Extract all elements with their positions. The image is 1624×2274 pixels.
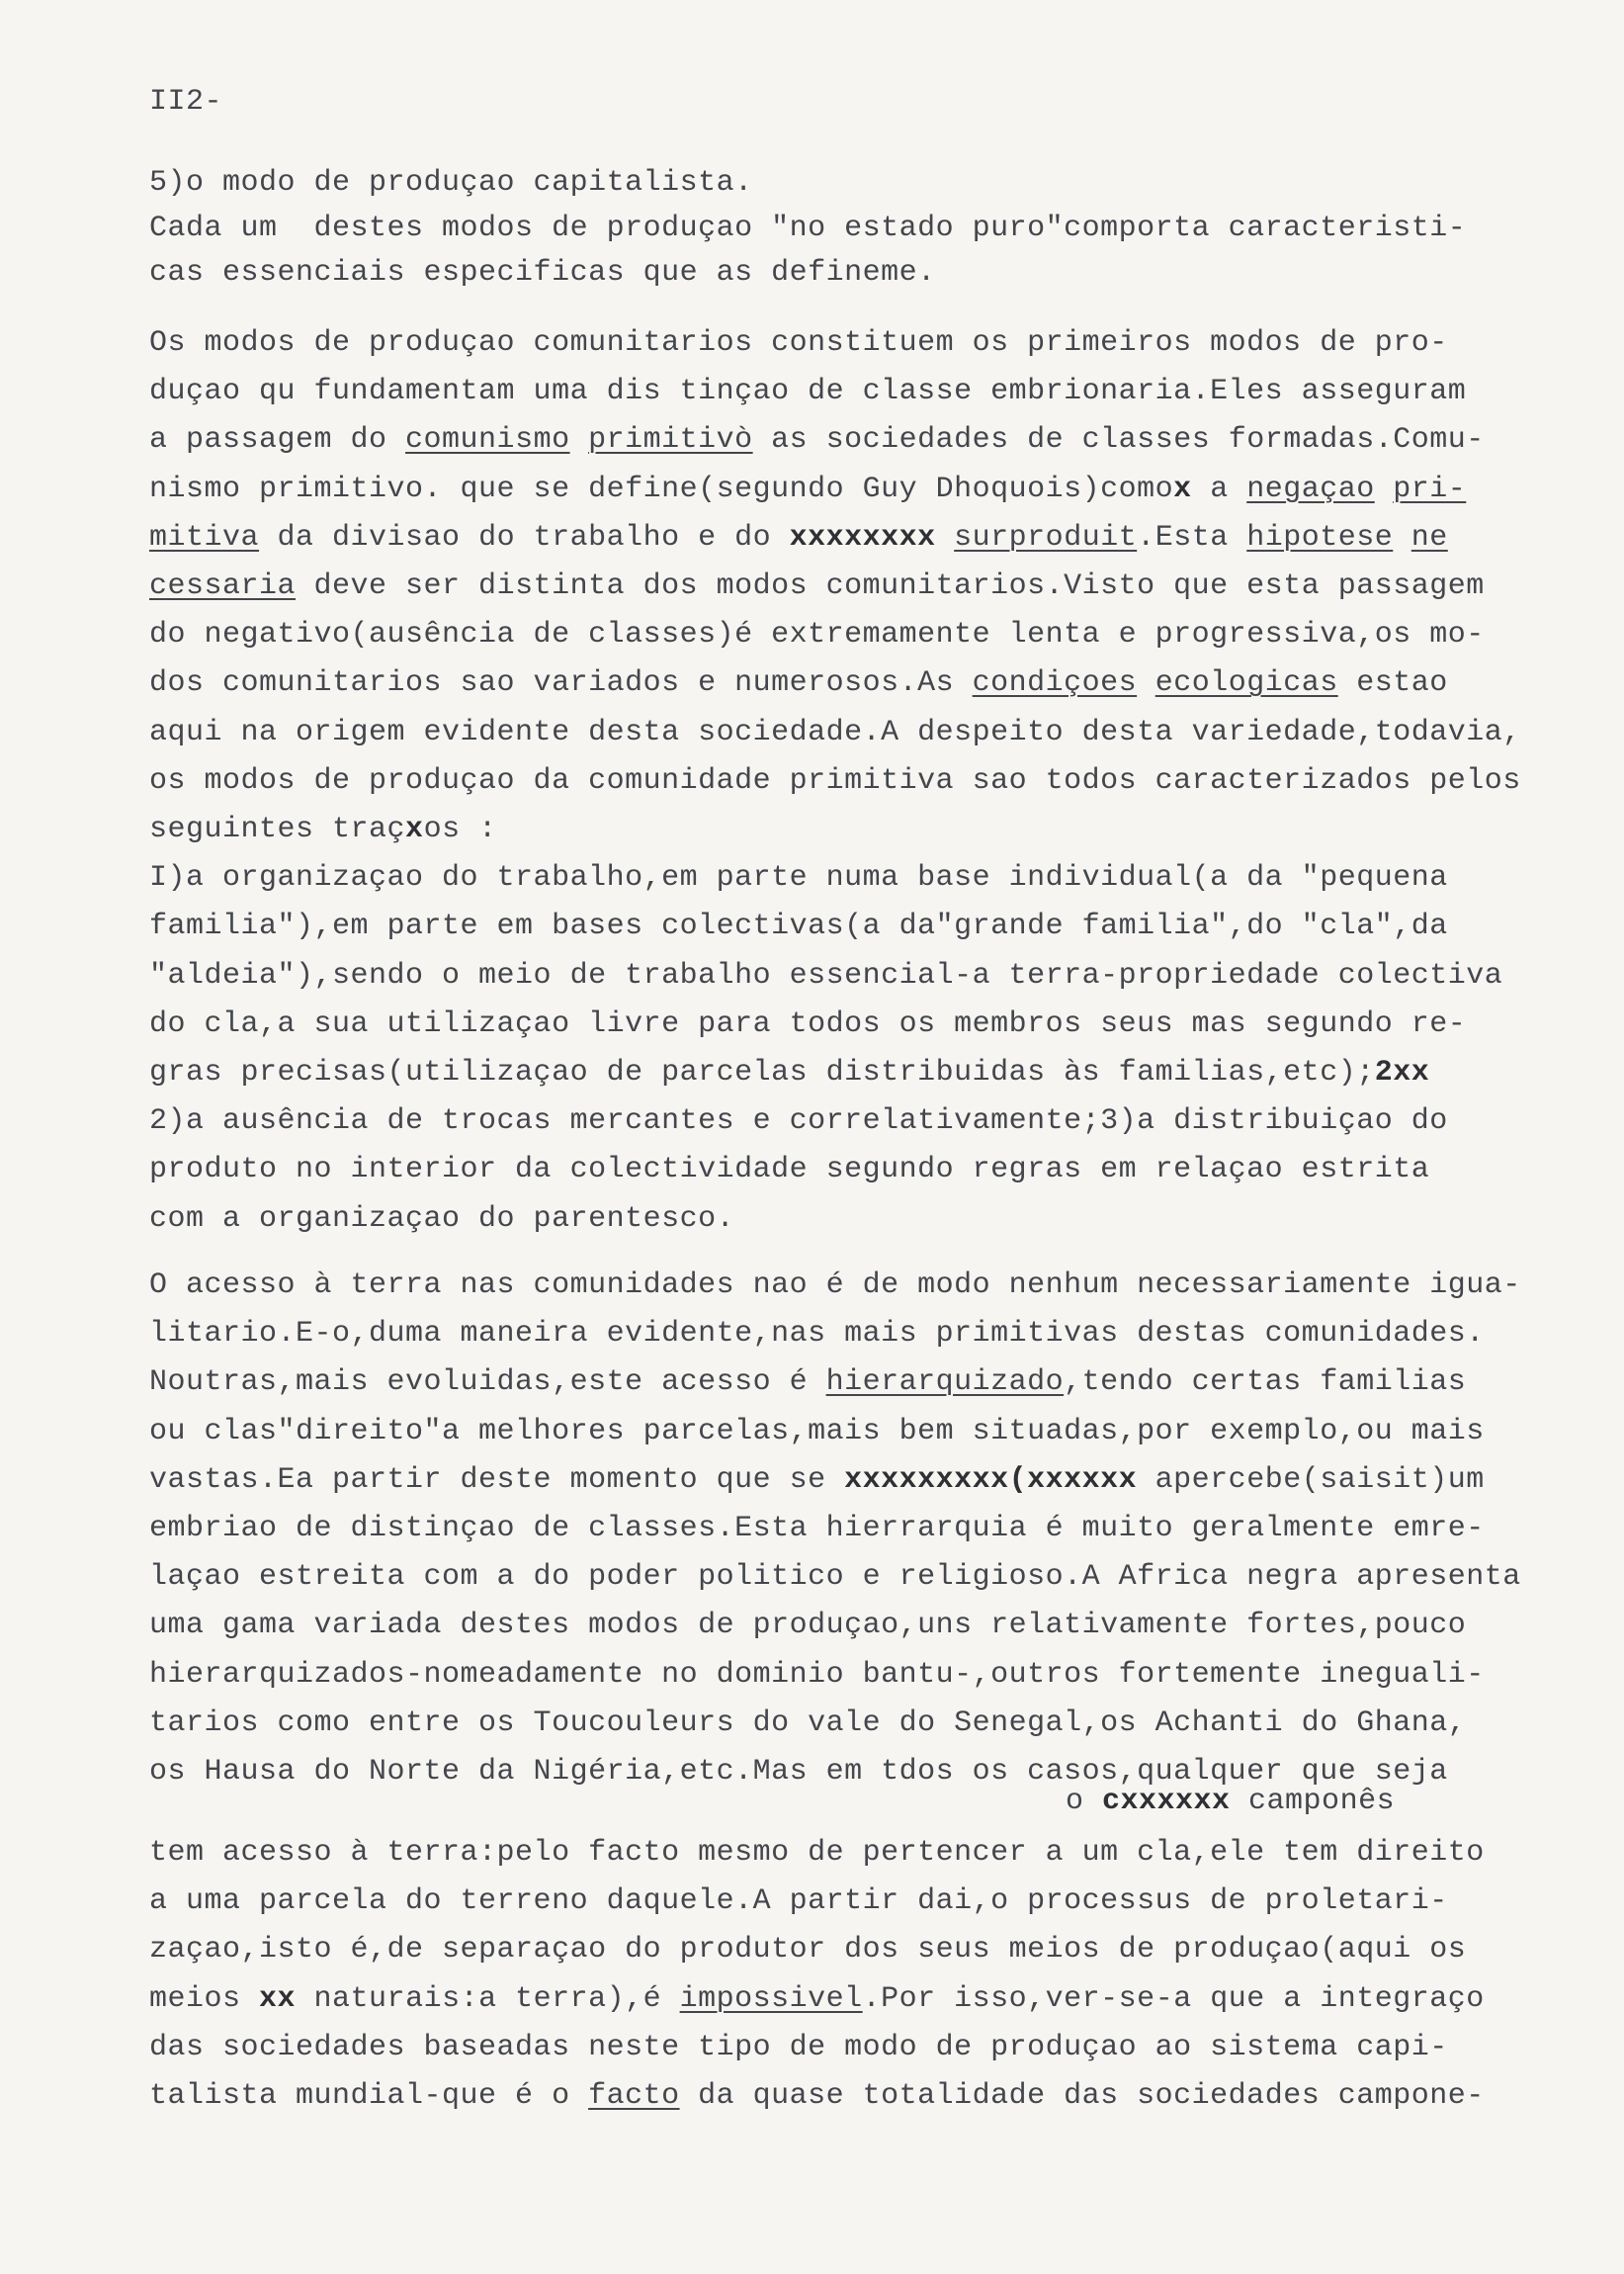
text-line xyxy=(149,1651,1521,1700)
text-run: hierarquizados-nomeadamente no dominio bantu-,outros fortemente ineguali- xyxy=(149,1657,1485,1692)
text-run: da quase totalidade das sociedades campone- xyxy=(679,2079,1485,2114)
text-run: .Por isso,ver-se-a que a integraço xyxy=(862,1981,1485,2016)
underlined-text: pri- xyxy=(1393,472,1467,506)
text-run: os : xyxy=(423,813,497,847)
underlined-text: comunismo xyxy=(405,423,570,458)
text-run: litario.E-o,duma maneira evidente,nas mais primitivas destas comunidades. xyxy=(149,1317,1485,1352)
text-line xyxy=(149,611,1521,659)
underlined-text: condiçoes xyxy=(972,666,1138,701)
text-line xyxy=(149,1700,1521,1748)
text-run: nismo primitivo. que se define(segundo Guy Dhoquois)como xyxy=(149,472,1174,506)
text-line xyxy=(149,1262,1521,1310)
text-line xyxy=(149,368,1521,416)
text-line xyxy=(149,952,1521,1001)
text-line xyxy=(149,416,1521,465)
text-line xyxy=(149,1097,1521,1146)
text-line xyxy=(149,2024,1485,2072)
text-line xyxy=(149,806,1521,854)
underlined-text: negaçao xyxy=(1246,472,1375,506)
text-line xyxy=(149,161,1466,207)
text-line xyxy=(149,1358,1521,1407)
text-line xyxy=(149,1602,1521,1650)
text-line xyxy=(149,1001,1521,1049)
struck-out-text: xxxxxxxx xyxy=(789,520,936,555)
text-line xyxy=(149,659,1521,708)
text-run xyxy=(1375,473,1394,506)
text-run: ou clas"direito"a melhores parcelas,mais bem situadas,por exemplo,ou mais xyxy=(149,1414,1485,1448)
text-line xyxy=(149,2072,1485,2121)
text-line xyxy=(149,251,1466,297)
paragraph xyxy=(1066,1778,1395,1826)
paragraph xyxy=(149,1829,1485,2121)
text-line xyxy=(149,1310,1521,1358)
text-line xyxy=(149,514,1521,563)
text-line xyxy=(1066,1778,1395,1826)
text-run: camponês xyxy=(1230,1785,1396,1818)
text-line xyxy=(149,1505,1521,1553)
text-run xyxy=(936,521,955,555)
text-run: meios xyxy=(149,1981,260,2016)
struck-out-text: x xyxy=(1173,472,1192,506)
paragraph xyxy=(149,161,1466,297)
text-run xyxy=(1393,521,1411,555)
text-line xyxy=(149,1049,1521,1097)
underlined-text: facto xyxy=(588,2079,680,2114)
underlined-text: mitiva xyxy=(149,520,260,555)
text-run: laçao estreita com a do poder politico e religioso.A Africa negra apresenta xyxy=(149,1560,1521,1595)
text-run: tem acesso à terra:pelo facto mesmo de pertencer a um cla,ele tem direito xyxy=(149,1836,1485,1870)
text-run: Cada um destes modos de produçao "no estado puro"comporta caracteristi- xyxy=(149,211,1467,245)
struck-out-text: x xyxy=(405,813,424,847)
struck-out-text: xx xyxy=(259,1981,297,2016)
text-line xyxy=(149,1975,1485,2024)
underlined-text: ne xyxy=(1410,520,1448,555)
underlined-text: ecologicas xyxy=(1154,666,1338,701)
text-run: Os modos de produçao comunitarios constituem os primeiros modos de pro- xyxy=(149,326,1448,360)
text-run: com a organizaçao do parentesco. xyxy=(149,1201,735,1236)
text-line xyxy=(149,1195,1521,1244)
text-run: produto no interior da colectividade segundo regras em relaçao estrita xyxy=(149,1153,1430,1187)
text-line xyxy=(149,207,1466,252)
text-run: a uma parcela do terreno daquele.A partir dai,o processus de proletari- xyxy=(149,1884,1448,1919)
text-run: naturais:a terra),é xyxy=(296,1981,680,2016)
text-run: O acesso à terra nas comunidades nao é de modo nenhum necessariamente igua- xyxy=(149,1268,1521,1302)
text-run: uma gama variada destes modos de produçao,uns relativamente fortes,pouco xyxy=(149,1609,1467,1643)
text-run: ,tendo certas familias xyxy=(1064,1365,1467,1400)
text-run: estao xyxy=(1337,666,1448,701)
text-run: do cla,a sua utilizaçao livre para todos os membros seus mas segundo re- xyxy=(149,1006,1467,1041)
paragraph xyxy=(149,319,1521,1244)
text-line xyxy=(149,1146,1521,1194)
text-run: o xyxy=(1066,1785,1103,1818)
text-run: seguintes traç xyxy=(149,813,406,847)
text-run: dos comunitarios sao variados e numerosos.As xyxy=(149,666,973,701)
text-line xyxy=(149,903,1521,951)
underlined-text: hierarquizado xyxy=(825,1365,1065,1400)
text-run: familia"),em parte em bases colectivas(a da"grande familia",do "cla",da xyxy=(149,910,1448,944)
text-run: tarios como entre os Toucouleurs do vale do Senegal,os Achanti do Ghana, xyxy=(149,1706,1467,1740)
text-run: gras precisas(utilizaçao de parcelas distribuidas às familias,etc); xyxy=(149,1056,1375,1091)
underlined-text: cessaria xyxy=(149,569,297,604)
underlined-text: hipotese xyxy=(1246,520,1394,555)
text-line xyxy=(149,1408,1521,1456)
text-line xyxy=(149,1878,1485,1926)
text-run: da divisao do trabalho e do xyxy=(259,520,790,555)
underlined-text: impossivel xyxy=(679,1981,863,2016)
text-run: "aldeia"),sendo o meio de trabalho essencial-a terra-propriedade colectiva xyxy=(149,958,1503,993)
text-line xyxy=(149,1456,1521,1505)
text-run xyxy=(570,423,589,457)
struck-out-text: cxxxxxx xyxy=(1102,1785,1231,1818)
struck-out-text: 2xx xyxy=(1374,1056,1430,1091)
text-line xyxy=(149,319,1521,368)
text-run: a xyxy=(1191,472,1247,506)
text-line xyxy=(149,1553,1521,1602)
text-run: .Esta xyxy=(1137,520,1247,555)
page-number: II2- xyxy=(149,85,223,119)
text-run: talista mundial-que é o xyxy=(149,2079,589,2114)
underlined-text: surproduit xyxy=(954,520,1138,555)
text-run: embriao de distinçao de classes.Esta hierrarquia é muito geralmente emre- xyxy=(149,1512,1485,1546)
text-run: apercebe(saisit)um xyxy=(1137,1462,1485,1497)
text-run: I)a organizaçao do trabalho,em parte numa base individual(a da "pequena xyxy=(149,861,1448,896)
paragraph xyxy=(149,1262,1521,1796)
text-run: os Hausa do Norte da Nigéria,etc.Mas em tdos os casos,qualquer que seja xyxy=(149,1755,1448,1790)
text-run: das sociedades baseadas neste tipo de modo de produçao ao sistema capi- xyxy=(149,2030,1448,2064)
text-line xyxy=(149,757,1521,806)
text-run: a passagem do xyxy=(149,423,406,458)
text-run: vastas.Ea partir deste momento que se xyxy=(149,1462,845,1497)
text-run: 5)o modo de produçao capitalista. xyxy=(149,166,753,200)
text-run: as sociedades de classes formadas.Comu- xyxy=(752,423,1485,458)
underlined-text: primitivò xyxy=(588,423,753,458)
text-line xyxy=(149,709,1521,757)
text-line xyxy=(149,466,1521,514)
text-run: zaçao,isto é,de separaçao do produtor dos seus meios de produçao(aqui os xyxy=(149,1933,1467,1968)
text-run: os modos de produçao da comunidade primitiva sao todos caracterizados pelos xyxy=(149,763,1521,798)
text-run xyxy=(1137,666,1155,700)
text-line xyxy=(149,563,1521,611)
text-run: Noutras,mais evoluidas,este acesso é xyxy=(149,1365,826,1400)
struck-out-text: xxxxxxxxx(xxxxxx xyxy=(844,1462,1138,1497)
text-run: deve ser distinta dos modos comunitarios.Visto que esta passagem xyxy=(296,569,1485,604)
text-line xyxy=(149,1926,1485,1974)
text-line xyxy=(149,1829,1485,1878)
text-run: 2)a ausência de trocas mercantes e correlativamente;3)a distribuiçao do xyxy=(149,1104,1448,1139)
text-run: do negativo(ausência de classes)é extremamente lenta e progressiva,os mo- xyxy=(149,618,1485,653)
text-run: aqui na origem evidente desta sociedade.A despeito desta variedade,todavia, xyxy=(149,715,1521,749)
text-run: duçao qu fundamentam uma dis tinçao de classe embrionaria.Eles asseguram xyxy=(149,375,1467,409)
text-run: cas essenciais especificas que as defineme. xyxy=(149,256,936,290)
text-line xyxy=(149,854,1521,903)
